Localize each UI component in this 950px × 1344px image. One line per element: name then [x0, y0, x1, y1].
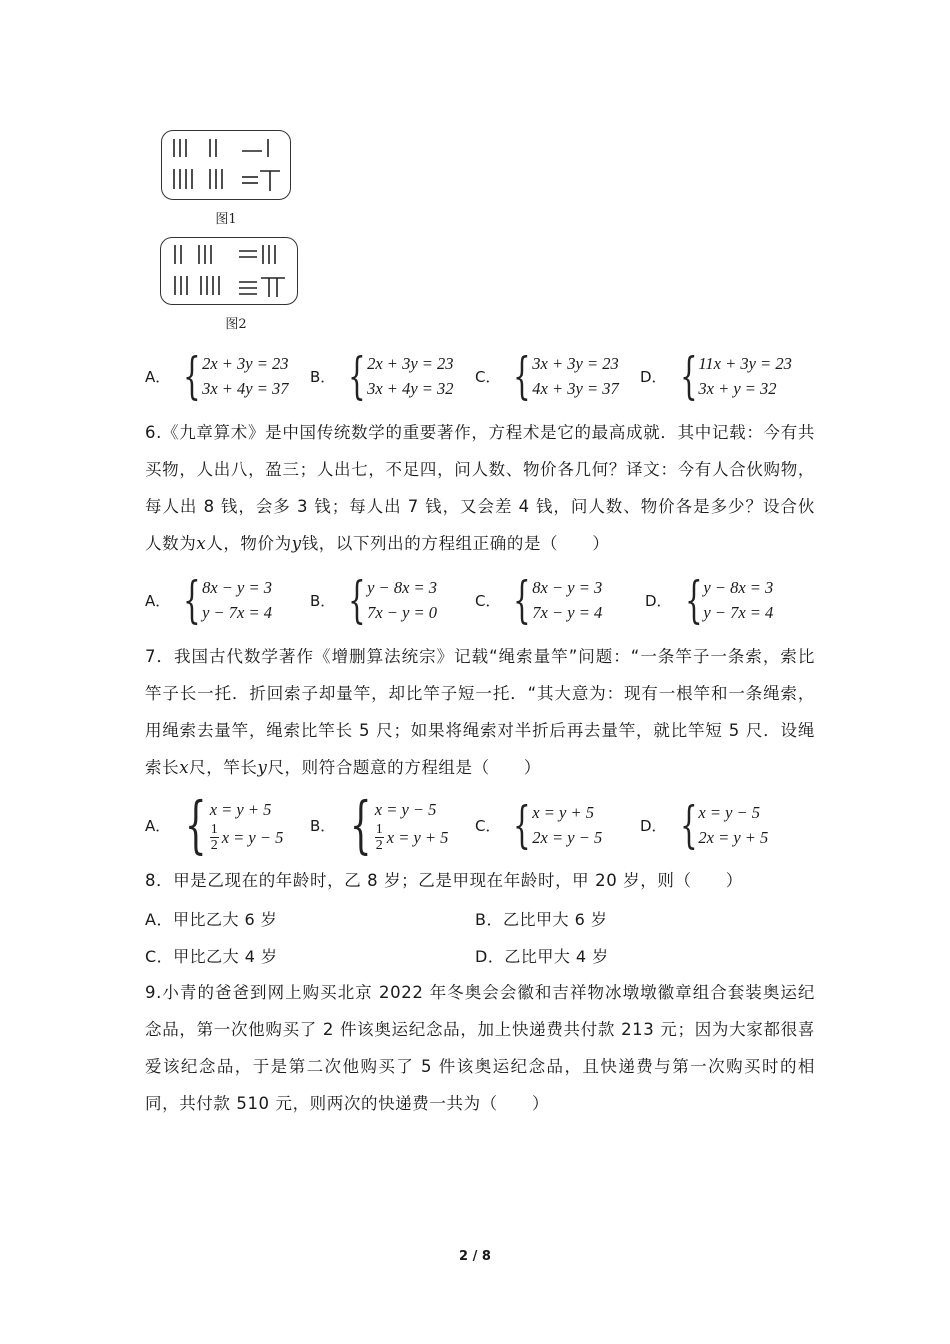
equation: x = y + 5: [209, 800, 272, 819]
option-a[interactable]: A． { x = y + 5 $\frac{1}{2}$ x = y − 5: [145, 788, 284, 861]
q7-options: [145, 790, 825, 860]
equation-system: [341, 571, 438, 629]
question-6: 6.《九章算术》是中国传统数学的重要著作，方程术是它的最高成就．其中记载：今有共买物，人出八，盈三；人出七，不足四，问人数、物价各几何？译文：今有人合伙购物，每人出 8 钱，会多 3 钱；每人出 7 钱，又会差 4 钱，问人数、物价各是多少？设合伙人数为x人，物价为y钱，以下列出的方程组正确的是（ ）: [145, 423, 815, 553]
equation: y − 7x = 4: [703, 603, 774, 622]
option-a[interactable]: A． { 2x + 3y = 23 3x + 4y = 37: [145, 347, 289, 405]
equation: 11x + 3y = 23: [698, 354, 792, 373]
q5-options: [145, 346, 825, 406]
counting-rod-figure-2: [160, 237, 298, 305]
equation: 2x = y − 5: [532, 828, 603, 847]
equation: 2x = y + 5: [698, 828, 769, 847]
equation: y − 8x = 3: [703, 578, 774, 597]
equation-system: [176, 571, 272, 629]
equation-system: [678, 571, 774, 629]
equation-system: [341, 347, 454, 405]
page-number: 2 / 8: [459, 1249, 491, 1264]
equation: 8x − y = 3: [532, 578, 603, 597]
equation: 2x + 3y = 23: [367, 354, 454, 373]
variable-x: x: [179, 758, 190, 777]
equation: $\frac{1}{2}$ x = y − 5: [210, 822, 284, 853]
equation: 8x − y = 3: [202, 578, 272, 597]
equation: 3x + 3y = 23: [532, 354, 619, 373]
equation: x = y − 5: [374, 800, 437, 819]
equation-system: [176, 347, 289, 405]
option-d[interactable]: D．乙比甲大 4 岁: [475, 947, 609, 966]
counting-rod-drawing: [161, 238, 297, 304]
equation: 3x + 4y = 32: [367, 379, 454, 398]
brace: {: [185, 788, 207, 861]
brace: {: [684, 571, 703, 629]
brace: {: [513, 571, 532, 629]
counting-rod-figure-1: [161, 130, 291, 200]
option-d[interactable]: D． { y − 8x = 3 y − 7x = 4: [645, 571, 774, 629]
option-b[interactable]: B． { 2x + 3y = 23 3x + 4y = 32: [310, 347, 454, 405]
equation: y − 8x = 3: [367, 578, 438, 597]
equation: 7x − y = 4: [532, 603, 603, 622]
question-8: 8．甲是乙现在的年龄时，乙 8 岁；乙是甲现在年龄时，甲 20 岁，则（ ）: [145, 871, 743, 890]
equation: x = y − 5: [698, 803, 761, 822]
fraction: $\frac{1}{2}$: [210, 822, 218, 853]
q6-options: [145, 570, 825, 630]
option-b[interactable]: B．乙比甲大 6 岁: [475, 910, 608, 929]
brace: {: [183, 571, 201, 629]
option-d[interactable]: D． { 11x + 3y = 23 3x + y = 32: [640, 347, 792, 405]
equation-system: [506, 571, 603, 629]
brace: {: [679, 347, 698, 405]
brace: {: [679, 796, 698, 854]
option-a[interactable]: A．甲比乙大 6 岁: [145, 910, 278, 929]
figure-1-caption: 图1: [215, 212, 237, 227]
option-c[interactable]: C． { x = y + 5 2x = y − 5: [475, 796, 603, 854]
question-9: 9.小青的爸爸到网上购买北京 2022 年冬奥会会徽和吉祥物冰墩墩徽章组合套装奥运纪念品，第一次他购买了 2 件该奥运纪念品，加上快递费共付款 213 元；因为大家都很喜爱该纪念品，于是第二次他购买了 5 件该奥运纪念品，且快递费与第一次购买时的相同，共付款 510 元，则两次的快递费一共为（ ）: [145, 983, 815, 1113]
brace: {: [513, 347, 532, 405]
equation-system: [506, 796, 603, 854]
equation-system: [673, 796, 769, 854]
option-b[interactable]: B． { y − 8x = 3 7x − y = 0: [310, 571, 438, 629]
brace: {: [183, 347, 201, 405]
fraction: $\frac{1}{2}$: [375, 822, 383, 853]
brace: {: [348, 347, 366, 405]
equation-system: [673, 347, 792, 405]
brace: {: [348, 571, 366, 629]
equation: x = y + 5: [532, 803, 594, 822]
equation-system: [176, 788, 284, 861]
option-a[interactable]: A． { 8x − y = 3 y − 7x = 4: [145, 571, 272, 629]
variable-y: y: [291, 534, 302, 553]
figure-2-caption: 图2: [225, 317, 247, 332]
option-c[interactable]: C． { 8x − y = 3 7x − y = 4: [475, 571, 603, 629]
equation: 4x + 3y = 37: [532, 379, 619, 398]
option-d[interactable]: D． { x = y − 5 2x = y + 5: [640, 796, 769, 854]
option-c[interactable]: C．甲比乙大 4 岁: [145, 947, 278, 966]
counting-rod-drawing: [162, 131, 290, 199]
option-b[interactable]: B． { x = y − 5 $\frac{1}{2}$ x = y + 5: [310, 788, 449, 861]
variable-y: y: [257, 758, 268, 777]
equation: 3x + y = 32: [698, 379, 777, 398]
equation: y − 7x = 4: [202, 603, 272, 622]
equation-system: [506, 347, 619, 405]
brace: {: [350, 788, 372, 861]
equation: 7x − y = 0: [367, 603, 438, 622]
equation: 3x + 4y = 37: [202, 379, 289, 398]
equation-system: [341, 788, 449, 861]
brace: {: [513, 796, 532, 854]
question-7: 7．我国古代数学著作《增删算法统宗》记载“绳索量竿”问题：“一条竿子一条索，索比竿子长一托．折回索子却量竿，却比竿子短一托．“其大意为：现有一根竿和一条绳索，用绳索去量竿，绳索比竿长 5 尺；如果将绳索对半折后再去量竿，就比竿短 5 尺．设绳索长x尺，竿长y尺，则符合题意的方程组是（ ）: [145, 647, 815, 777]
variable-x: x: [196, 534, 207, 553]
equation: $\frac{1}{2}$ x = y + 5: [375, 822, 449, 853]
equation: 2x + 3y = 23: [202, 354, 289, 373]
option-c[interactable]: C． { 3x + 3y = 23 4x + 3y = 37: [475, 347, 619, 405]
